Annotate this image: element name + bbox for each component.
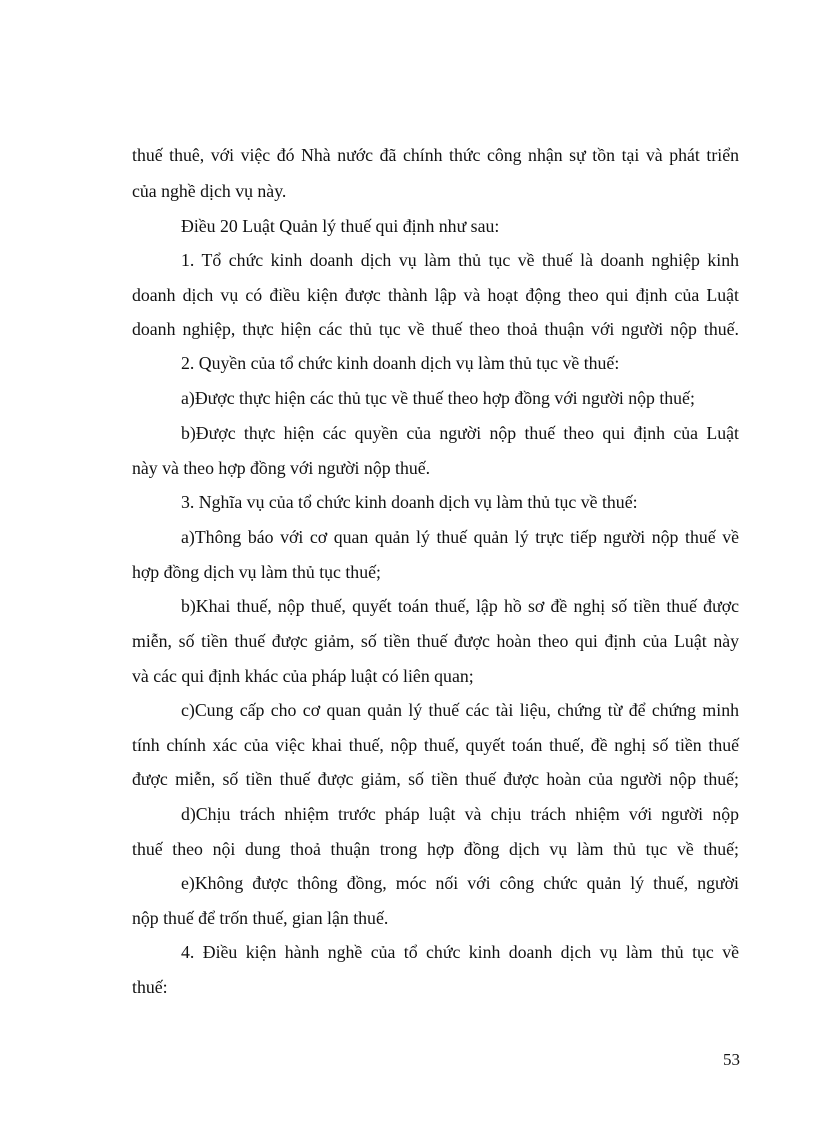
text-line: b)Được thực hiện các quyền của người nộp thuế theo qui định của Luật — [181, 423, 739, 443]
text-line: 1. Tổ chức kinh doanh dịch vụ làm thủ tục về thuế là doanh nghiệp kinh — [181, 250, 739, 270]
text-line: và các qui định khác của pháp luật có liên quan; — [132, 666, 474, 686]
text-line: 3. Nghĩa vụ của tổ chức kinh doanh dịch vụ làm thủ tục về thuế: — [181, 492, 638, 512]
text-line: thuế: — [132, 977, 168, 997]
text-line: c)Cung cấp cho cơ quan quản lý thuế các tài liệu, chứng từ để chứng minh — [181, 700, 739, 720]
text-line: 2. Quyền của tổ chức kinh doanh dịch vụ làm thủ tục về thuế: — [181, 353, 620, 373]
text-line: tính chính xác của việc khai thuế, nộp thuế, quyết toán thuế, đề nghị số tiền thuế — [132, 735, 739, 755]
text-line: miễn, số tiền thuế được giảm, số tiền thuế được hoàn theo qui định của Luật này — [132, 631, 739, 651]
text-line: hợp đồng dịch vụ làm thủ tục thuế; — [132, 562, 381, 582]
text-line: của nghề dịch vụ này. — [132, 181, 287, 201]
text-line: 4. Điều kiện hành nghề của tổ chức kinh doanh dịch vụ làm thủ tục về — [181, 942, 739, 962]
text-line: này và theo hợp đồng với người nộp thuế. — [132, 458, 431, 478]
text-line: thuế thuê, với việc đó Nhà nước đã chính thức công nhận sự tồn tại và phát triển — [132, 145, 739, 165]
text-line: thuế theo nội dung thoả thuận trong hợp đồng dịch vụ làm thủ tục về thuế; — [132, 839, 739, 859]
text-line: e)Không được thông đồng, móc nối với công chức quản lý thuế, người — [181, 873, 739, 893]
text-line: a)Được thực hiện các thủ tục về thuế theo hợp đồng với người nộp thuế; — [181, 388, 695, 408]
text-line: a)Thông báo với cơ quan quản lý thuế quản lý trực tiếp người nộp thuế về — [181, 527, 739, 547]
text-line: doanh nghiệp, thực hiện các thủ tục về thuế theo thoả thuận với người nộp thuế. — [132, 319, 739, 339]
text-line: nộp thuế để trốn thuế, gian lận thuế. — [132, 908, 389, 928]
text-line: doanh dịch vụ có điều kiện được thành lập và hoạt động theo qui định của Luật — [132, 285, 739, 305]
text-line: được miễn, số tiền thuế được giảm, số tiền thuế được hoàn của người nộp thuế; — [132, 769, 739, 789]
page-number: 53 — [723, 1050, 740, 1069]
text-line: d)Chịu trách nhiệm trước pháp luật và chịu trách nhiệm với người nộp — [181, 804, 739, 824]
text-line: Điều 20 Luật Quản lý thuế qui định như sau: — [181, 216, 500, 236]
text-line: b)Khai thuế, nộp thuế, quyết toán thuế, lập hồ sơ đề nghị số tiền thuế được — [181, 596, 739, 616]
